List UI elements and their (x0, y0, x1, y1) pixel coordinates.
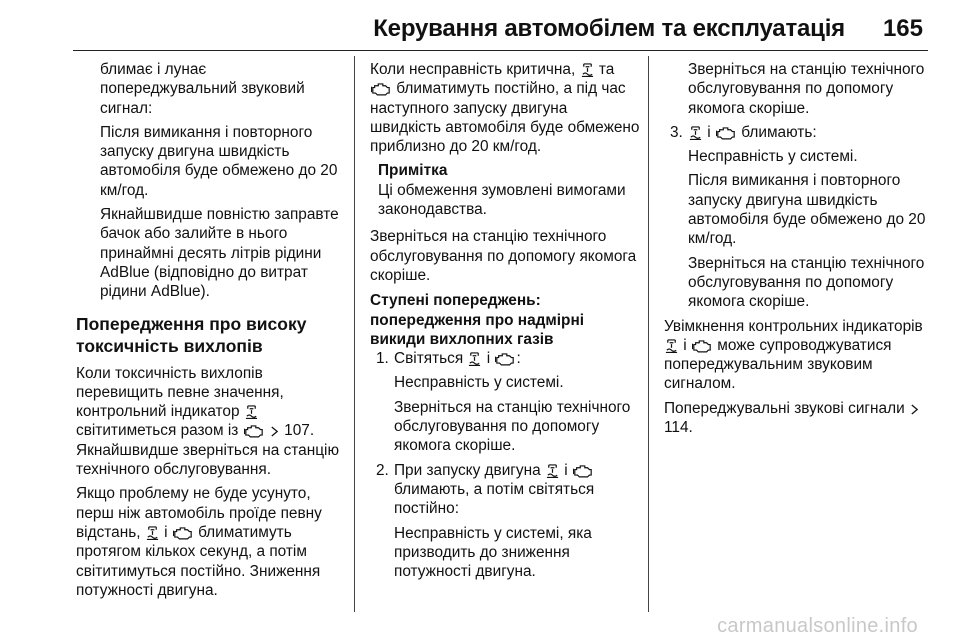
list-number: 2. (376, 461, 389, 479)
paragraph: Якщо проблему не буде усунуто, перш ніж автомобіль проїде певну відстань, і блиматимуть протягом кількох секунд, а потім світитимуться постійно. Зниження потужності двигуна. (76, 485, 322, 599)
engine-check-icon (495, 351, 515, 366)
emission-warning-icon (689, 125, 702, 140)
paragraph: Зверніться на станцію технічного обслуговування по допомогу якомога скоріше. (394, 398, 631, 455)
note-title: Примітка (378, 162, 448, 180)
paragraph: Зверніться на станцію технічного обслуговування по допомогу якомога скоріше. (370, 228, 637, 284)
engine-check-icon (371, 81, 391, 96)
column-1 (76, 60, 340, 605)
paragraph: Коли несправність критична, та блиматимуть постійно, а під час наступного запуску двигуна швидкість автомобіля буде обмежено приблизно до 20 км/год. (370, 61, 640, 156)
emission-warning-icon (546, 463, 559, 478)
paragraph: Несправність у системі, яка призводить до зниження потужності двигуна. (394, 524, 592, 581)
engine-check-icon (716, 125, 736, 140)
paragraph: Після вимикання і повторного запуску двигуна швидкість автомобіля буде обмежено до 20 км/год. (100, 123, 338, 199)
column-3 (664, 60, 928, 442)
list-item: 1. Світяться і : (370, 349, 640, 368)
page-reference-icon (270, 425, 279, 438)
list-item: 2. При запуску двигуна і блимають, а потім світяться постійно: (370, 461, 640, 519)
watermark: carmanualsonline.info (717, 615, 918, 637)
page-reference-icon (910, 403, 919, 416)
paragraph: блимає і лунає попереджувальний звуковий сигнал: (100, 61, 305, 117)
paragraph: Якнайшвидше повністю заправте бачок або залийте в нього принаймні десять літрів рідини AdBlue (відповідно до витрат рідини AdBlue). (100, 206, 339, 301)
paragraph: Коли токсичність вихлопів перевищить певне значення, контрольний індикатор світитиметься разом із 107. Якнайшвидше зверніться на станцію технічного обслуговування. (76, 364, 340, 479)
page-number: 165 (882, 15, 923, 42)
list-number: 3. (670, 123, 683, 141)
stages-heading: Ступені попереджень: попередження про надмірні викиди вихлопних газів (370, 292, 585, 348)
emission-warning-icon (146, 525, 159, 540)
section-heading: Попередження про високу токсичність вихлопів (76, 313, 307, 356)
column-divider (648, 56, 649, 612)
paragraph: Після вимикання і повторного запуску двигуна швидкість автомобіля буде обмежено до 20 км/год. (688, 172, 926, 248)
list-item: 3. і блимають: (664, 123, 928, 142)
paragraph: Несправність у системі. (394, 374, 564, 392)
emission-warning-icon (581, 62, 594, 77)
paragraph: Зверніться на станцію технічного обслуговування по допомогу якомога скоріше. (688, 61, 925, 117)
engine-check-icon (244, 423, 264, 438)
engine-check-icon (173, 525, 193, 540)
emission-warning-icon (468, 351, 481, 366)
emission-warning-icon (665, 338, 678, 353)
paragraph: Увімкнення контрольних індикаторів і може супроводжуватися попереджувальним звуковим сигналом. (664, 317, 923, 393)
engine-check-icon (692, 338, 712, 353)
page-header (0, 0, 960, 52)
page-title: Керування автомобілем та експлуатація (373, 15, 845, 42)
list-number: 1. (376, 350, 389, 368)
paragraph: Попереджувальні звукові сигнали 114. (664, 399, 928, 438)
emission-warning-icon (245, 404, 258, 419)
column-divider (354, 56, 355, 612)
column-2 (370, 60, 640, 586)
paragraph: Несправність у системі. (688, 148, 858, 166)
engine-check-icon (573, 463, 593, 478)
header-rule (73, 50, 928, 51)
note-body: Ці обмеження зумовлені вимогами законодавства. (378, 181, 626, 219)
paragraph: Зверніться на станцію технічного обслуговування по допомогу якомога скоріше. (688, 254, 925, 311)
